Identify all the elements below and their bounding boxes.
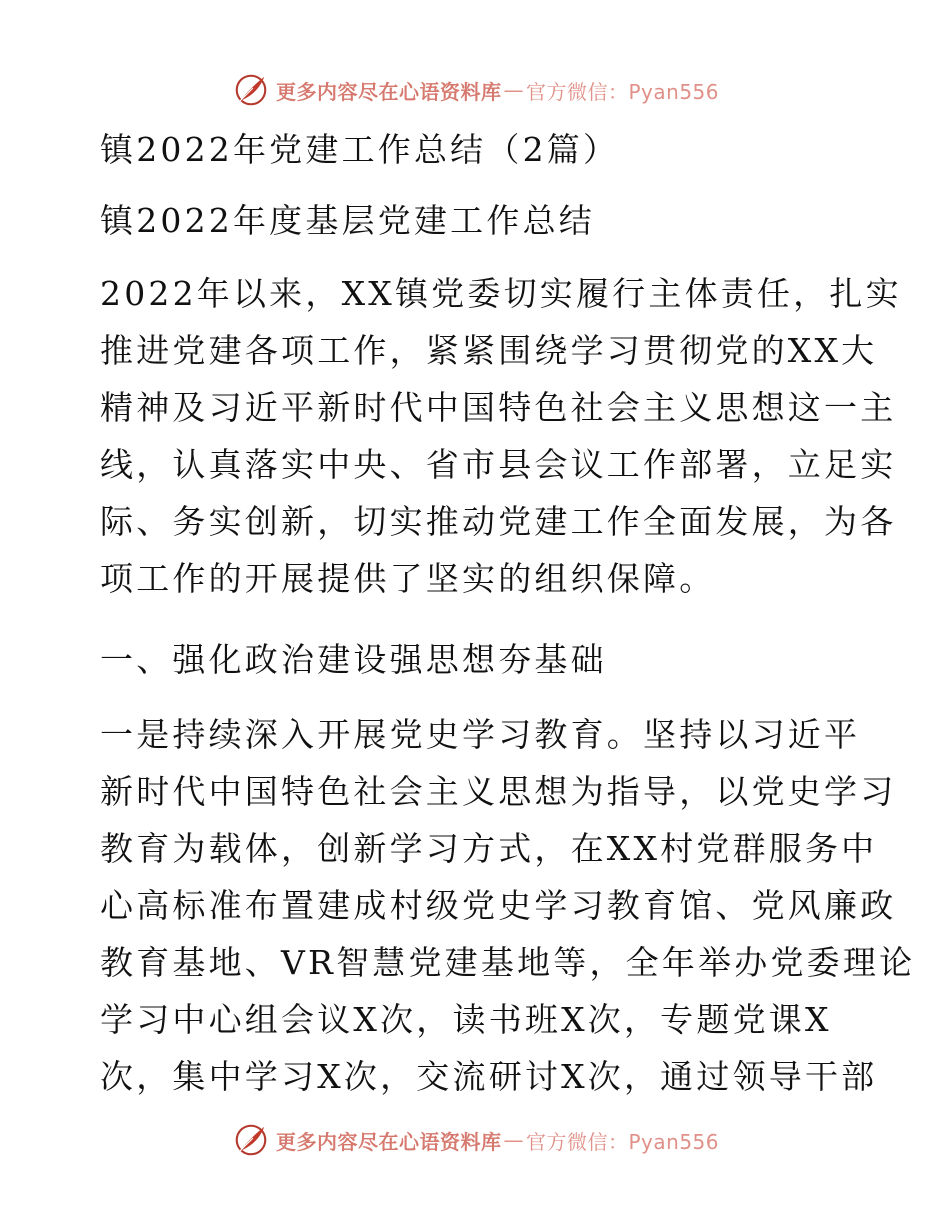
paragraph-line: 线，认真落实中央、省市县会议工作部署，立足实 [100,445,897,484]
document-subtitle: 镇2022年度基层党建工作总结 [100,201,595,240]
paragraph-line: 精神及习近平新时代中国特色社会主义思想这一主 [100,388,897,427]
watermark-banner-top [232,70,719,110]
paragraph-line: 教育为载体，创新学习方式，在XX村党群服务中 [100,829,878,868]
paragraph-line: 新时代中国特色社会主义思想为指导，以党史学习 [100,772,897,811]
paragraph-line: 学习中心组会议X次，读书班X次，专题党课X [100,1000,832,1039]
paragraph-line: 2022年以来，XX镇党委切实履行主体责任，扎实 [100,274,902,313]
paragraph-line: 次，集中学习X次，交流研讨X次，通过领导干部 [100,1057,878,1096]
paragraph-line: 教育基地、VR智慧党建基地等，全年举办党委理论 [100,943,916,982]
document-title: 镇2022年党建工作总结（2篇） [100,130,620,169]
watermark-text: 更多内容尽在心语资料库 [276,1129,502,1154]
paragraph-line: 一是持续深入开展党史学习教育。坚持以习近平 [100,715,861,754]
paragraph-line: 心高标准布置建成村级党史学习教育馆、党风廉政 [100,886,897,925]
watermark-dash: — [503,78,524,102]
section-heading: 一、强化政治建设强思想夯基础 [100,640,607,679]
watermark-text: 更多内容尽在心语资料库 [276,79,502,104]
watermark-contact: 官方微信：Pyan556 [526,1129,720,1154]
paragraph-line: 推进党建各项工作，紧紧围绕学习贯彻党的XX大 [100,331,878,370]
paragraph-line: 际、务实创新，切实推动党建工作全面发展，为各 [100,502,897,541]
watermark-contact: 官方微信：Pyan556 [526,79,720,104]
quill-logo-icon [232,71,270,109]
watermark-banner-bottom [232,1120,719,1160]
watermark-dash: — [503,1128,524,1152]
paragraph-line: 项工作的开展提供了坚实的组织保障。 [100,559,716,598]
quill-logo-icon [232,1121,270,1159]
